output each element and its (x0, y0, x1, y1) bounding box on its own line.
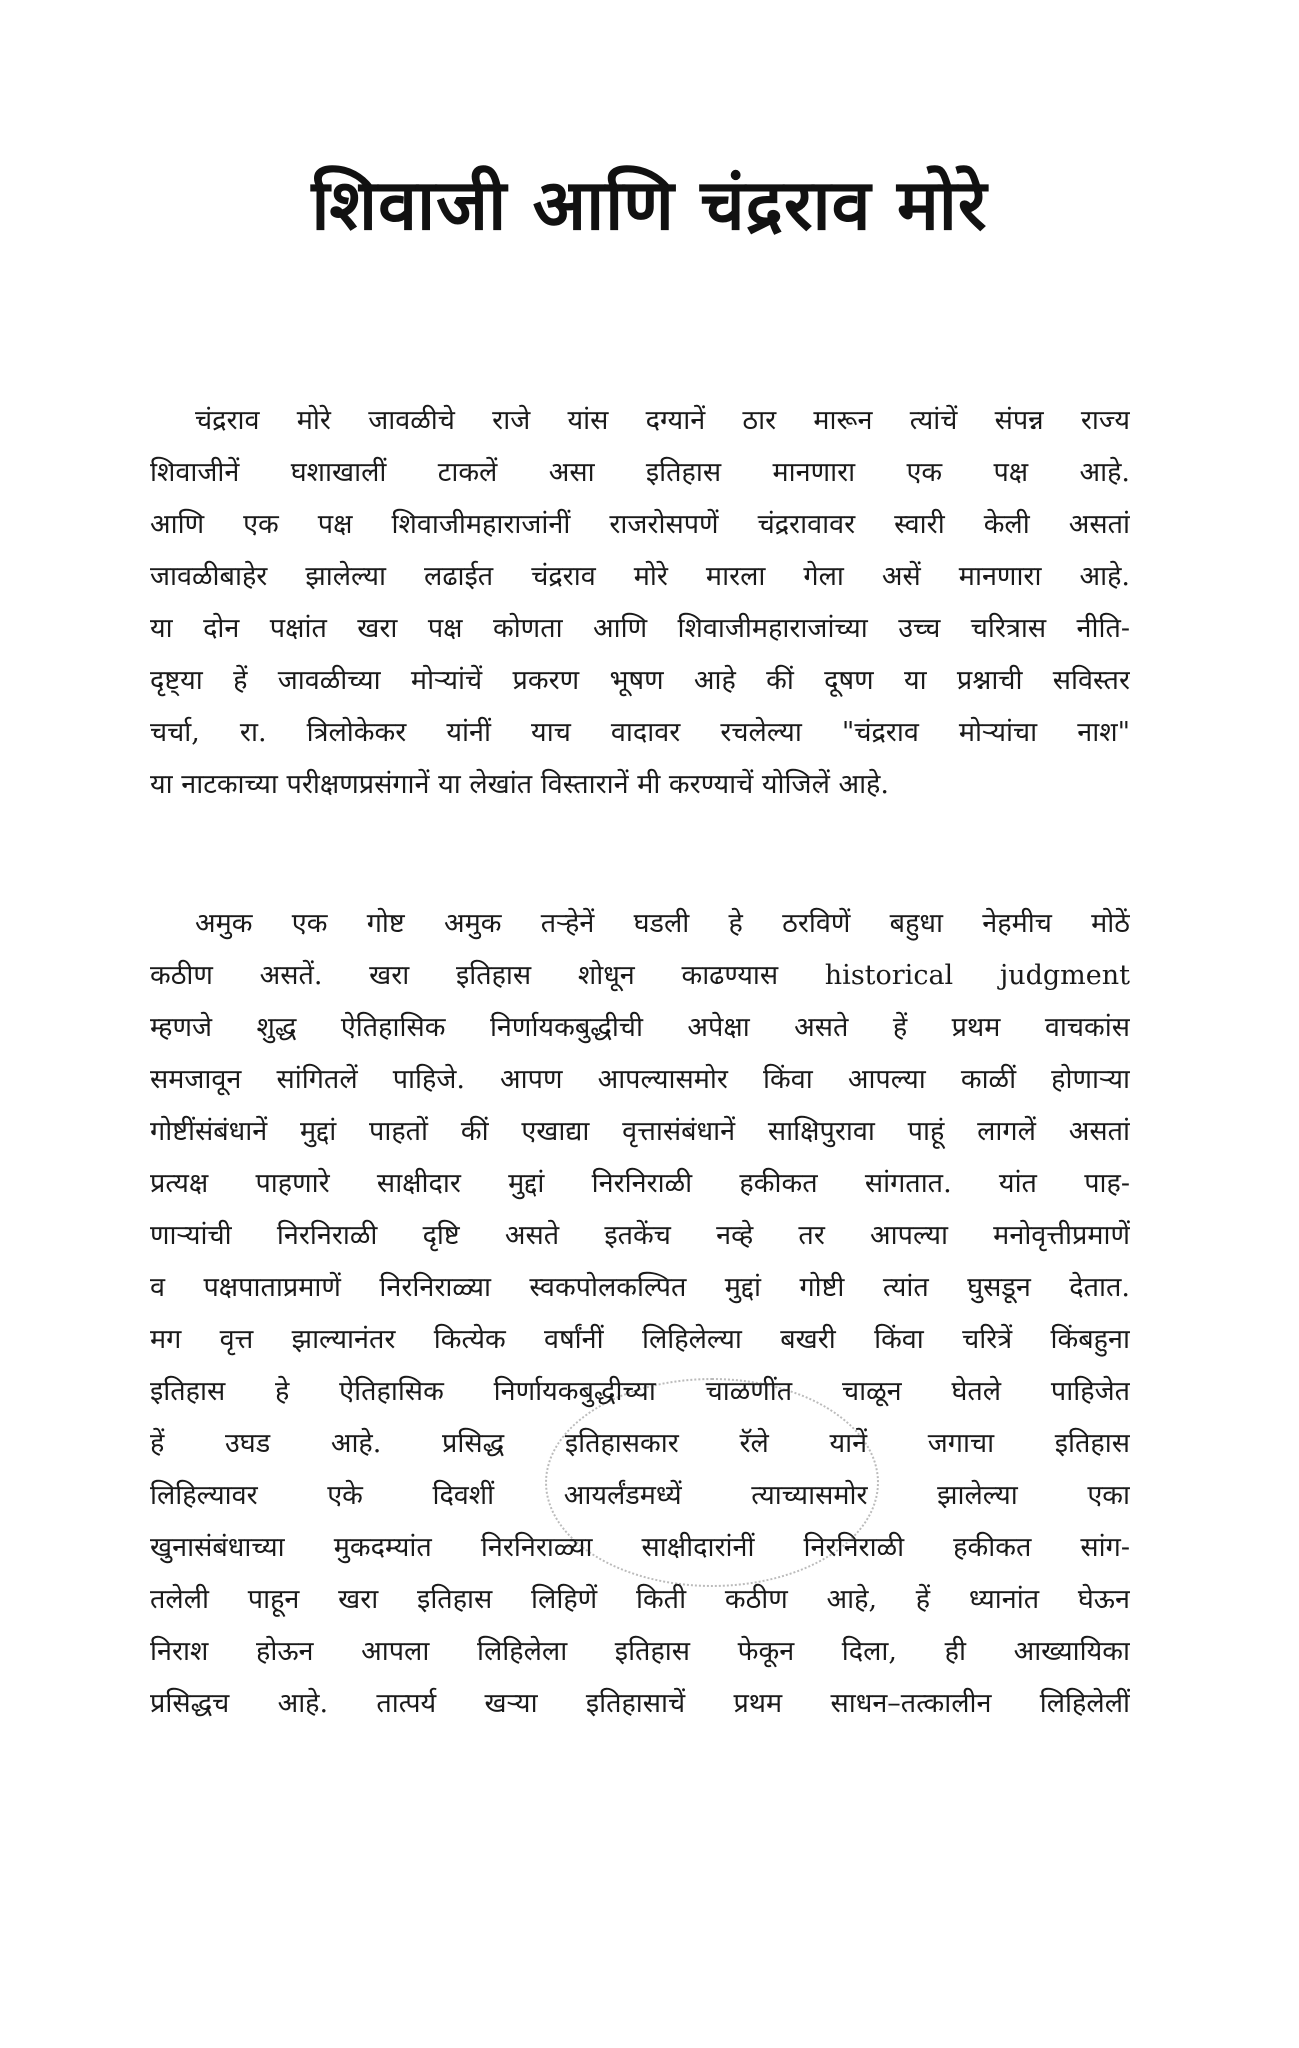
text-line: प्रत्यक्ष पाहणारे साक्षीदार मुद्दां निरनिराळी हकीकत सांगतात. यांत पाह- (150, 1168, 1130, 1199)
text-line: या नाटकाच्या परीक्षणप्रसंगानें या लेखांत विस्तारानें मी करण्याचें योजिलें आहे. (150, 769, 889, 800)
text-line: दृष्ट्या हें जावळीच्या मोऱ्यांचें प्रकरण भूषण आहे कीं दूषण या प्रश्नाची सविस्तर (150, 665, 1130, 696)
paragraph-1 (150, 395, 1130, 811)
text-line: प्रसिद्धच आहे. तात्पर्य खऱ्या इतिहासाचें प्रथम साधन–तत्कालीन लिहिलेलीं (150, 1688, 1130, 1719)
text-line: मग वृत्त झाल्यानंतर कित्येक वर्षांनीं लिहिलेल्या बखरी किंवा चरित्रें किंबहुना (150, 1324, 1130, 1355)
text-line: खुनासंबंधाच्या मुकदम्यांत निरनिराळ्या साक्षीदारांनीं निरनिराळी हकीकत सांग- (150, 1532, 1130, 1563)
text-line: आणि एक पक्ष शिवाजीमहाराजांनीं राजरोसपणें चंद्ररावावर स्वारी केली असतां (150, 509, 1130, 540)
page-title: शिवाजी आणि चंद्रराव मोरे (311, 164, 988, 246)
text-line: इतिहास हे ऐतिहासिक निर्णायकबुद्धीच्या चाळणींत चाळून घेतले पाहिजेत (150, 1376, 1130, 1407)
text-line: या दोन पक्षांत खरा पक्ष कोणता आणि शिवाजीमहाराजांच्या उच्च चरित्रास नीति- (150, 613, 1130, 644)
text-line: जावळीबाहेर झालेल्या लढाईत चंद्रराव मोरे मारला गेला असें मानणारा आहे. (150, 561, 1130, 592)
text-line: हें उघड आहे. प्रसिद्ध इतिहासकार रॅले यानें जगाचा इतिहास (150, 1428, 1130, 1459)
text-line: तलेली पाहून खरा इतिहास लिहिणें किती कठीण आहे, हें ध्यानांत घेऊन (150, 1584, 1130, 1615)
text-line: चंद्रराव मोरे जावळीचे राजे यांस दग्यानें ठार मारून त्यांचें संपन्न राज्य (195, 405, 1130, 436)
text-line: लिहिल्यावर एके दिवशीं आयर्लंडमध्यें त्याच्यासमोर झालेल्या एका (150, 1480, 1130, 1511)
paragraph-2 (150, 898, 1130, 1730)
text-line: व पक्षपाताप्रमाणें निरनिराळ्या स्वकपोलकल्पित मुद्दां गोष्टी त्यांत घुसडून देतात. (150, 1272, 1130, 1303)
text-line: गोष्टींसंबंधानें मुद्दां पाहतों कीं एखाद्या वृत्तासंबंधानें साक्षिपुरावा पाहूं लागलें असतां (150, 1116, 1130, 1147)
text-line: म्हणजे शुद्ध ऐतिहासिक निर्णायकबुद्धीची अपेक्षा असते हें प्रथम वाचकांस (150, 1012, 1130, 1043)
text-line: समजावून सांगितलें पाहिजे. आपण आपल्यासमोर किंवा आपल्या काळीं होणाऱ्या (150, 1064, 1130, 1095)
text-line: चर्चा, रा. त्रिलोकेकर यांनीं याच वादावर रचलेल्या "चंद्रराव मोऱ्यांचा नाश" (150, 717, 1130, 748)
text-line: णाऱ्यांची निरनिराळी दृष्टि असते इतकेंच नव्हे तर आपल्या मनोवृत्तीप्रमाणें (150, 1220, 1130, 1251)
text-line: निराश होऊन आपला लिहिलेला इतिहास फेकून दिला, ही आख्यायिका (150, 1636, 1130, 1667)
text-line: कठीण असतें. खरा इतिहास शोधून काढण्यास historical judgment (150, 960, 1130, 991)
text-line: अमुक एक गोष्ट अमुक तऱ्हेनें घडली हे ठरविणें बहुधा नेहमीच मोठें (195, 908, 1130, 939)
text-line: शिवाजीनें घशाखालीं टाकलें असा इतिहास मानणारा एक पक्ष आहे. (150, 457, 1130, 488)
